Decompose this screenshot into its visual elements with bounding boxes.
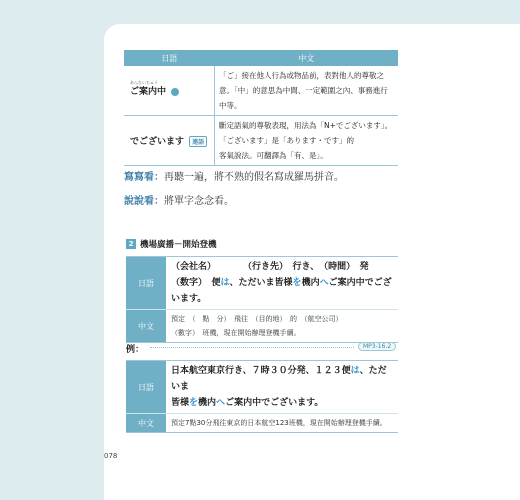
pattern-cn-line2: （數字） 班機，現在開始辦理登機手續。: [171, 329, 301, 337]
divider: [150, 347, 354, 348]
vocab-term-cell: [124, 116, 215, 166]
mp3-track-badge[interactable]: MP3-16.2: [358, 342, 396, 351]
vocab-row: [124, 116, 398, 166]
example-jp-label: 日語: [126, 361, 166, 413]
vocab-header-row: [124, 50, 398, 66]
pattern-cn-row: [126, 310, 398, 342]
pattern-jp-line1: （会社名） （行き先） 行き、 （時間） 発: [171, 262, 369, 272]
example-jp-line2: 皆様を機内へご案内中でございます。: [171, 398, 324, 408]
example-cn-label: 中文: [126, 414, 166, 432]
pattern-cn-line1: 預定 （ 點 分） 飛往 （目的地） 的 （航空公司）: [171, 315, 343, 323]
example-cn-line: 預定7點30分飛往東京的日本航空123班機，現在開始辦理登機手續。: [171, 419, 387, 427]
vocab-table: [124, 50, 398, 166]
practice-speak: 說說看：將單字念念看。: [124, 196, 234, 207]
example-block: [126, 360, 398, 433]
vocab-term: でございます: [130, 137, 185, 147]
example-jp-row: [126, 361, 398, 414]
vocab-header-cn: 中文: [215, 50, 399, 66]
pattern-jp-row: [126, 257, 398, 310]
pattern-jp-label: 日語: [126, 257, 166, 309]
vocab-definition: 「ご」接在他人行為或物品前，表對他人的尊敬之 意。「中」的意思為中間、一定範圍之內、事務進行 中等。: [215, 66, 399, 116]
part-of-speech-badge: 連語: [189, 136, 207, 147]
pattern-cn-label: 中文: [126, 310, 166, 342]
section-number: 2: [126, 239, 136, 249]
page-sheet: [104, 24, 520, 500]
pattern-jp-line2: （数字） 便は、ただいま皆様を機内へご案内中でございます。: [171, 278, 392, 304]
section-title: 2 機場廣播－開始登機: [126, 238, 217, 250]
example-label: 例：: [126, 345, 145, 355]
pattern-block: [126, 256, 398, 343]
example-cn-row: [126, 414, 398, 432]
practice-write: 寫寫看：再聽一遍，將不熟的假名寫成羅馬拼音。: [124, 172, 344, 183]
vocab-row: [124, 66, 398, 116]
example-jp-line1: 日本航空東京行き、７時３０分発、１２３便は、ただいま: [171, 366, 387, 392]
page-number: 078: [104, 452, 118, 460]
vocab-term-cell: [124, 66, 215, 116]
vocab-header-jp: 日語: [124, 50, 215, 66]
vocab-term: あんないちゅう ご案内中: [130, 80, 167, 97]
audio-icon: [171, 88, 179, 96]
vocab-definition: 斷定語氣的尊敬表現，用法為「N+でございます」。 「ございます」是「あります・です」的 客氣說法。可翻譯為「有、是」。: [215, 116, 399, 166]
vocab-term-reading: あんないちゅう: [130, 80, 158, 85]
